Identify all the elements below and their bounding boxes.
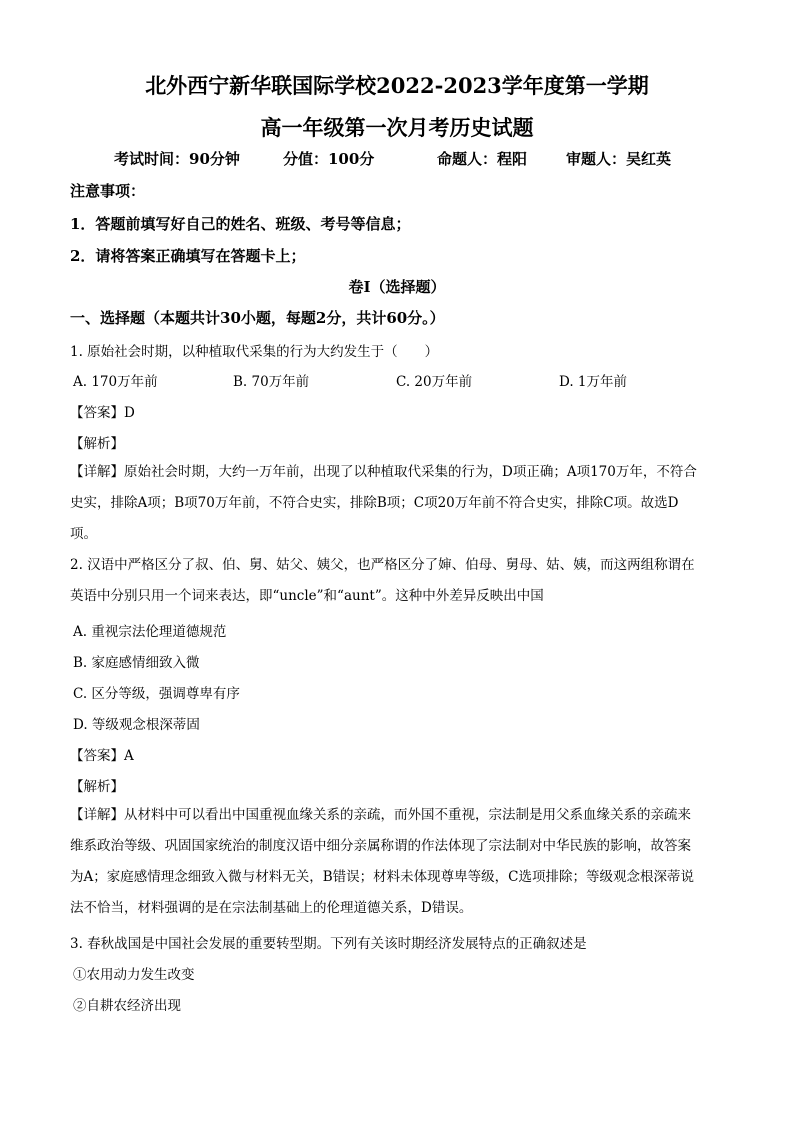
q1-option-d: D. 1万年前 <box>559 374 628 390</box>
q2-option-c: C. 区分等级，强调尊卑有序 <box>73 686 240 702</box>
q1-detail-line: 【详解】原始社会时期，大约一万年前，出现了以种植取代采集的行为，D项正确；A项170万年，不符合 <box>70 464 697 480</box>
q3-stem: 3. 春秋战国是中国社会发展的重要转型期。下列有关该时期经济发展特点的正确叙述是 <box>70 936 587 952</box>
exam-setter: 命题人：程阳 <box>437 150 528 168</box>
q2-detail <box>70 800 722 924</box>
q1-option-c: C. 20万年前 <box>396 374 473 390</box>
q3-item-2: ②自耕农经济出现 <box>73 998 181 1014</box>
q1-option-a: A. 170万年前 <box>73 374 158 390</box>
q2-option-a: A. 重视宗法伦理道德规范 <box>73 624 227 640</box>
notes-heading: 注意事项： <box>70 182 146 200</box>
q2-stem <box>70 550 722 612</box>
q1-analysis-label: 【解析】 <box>70 436 124 452</box>
exam-title-line2: 高一年级第一次月考历史试题 <box>260 115 534 140</box>
q2-option-b: B. 家庭感情细致入微 <box>73 655 200 671</box>
q2-option-d: D. 等级观念根深蒂固 <box>73 717 200 733</box>
q2-detail-line: 为A；家庭感情理念细致入微与材料无关，B错误；材料未体现尊卑等级，C选项排除；等级观念根深蒂说 <box>70 869 694 885</box>
q2-detail-line: 法不恰当，材料强调的是在宗法制基础上的伦理道德关系，D错误。 <box>70 900 473 916</box>
q3-item-1: ①农用动力发生改变 <box>73 967 195 983</box>
exam-score: 分值：100分 <box>283 150 375 168</box>
q1-detail <box>70 457 722 550</box>
q2-detail-line: 维系政治等级、巩固国家统治的制度汉语中细分亲属称谓的作法体现了宗法制对中华民族的影响，故答案 <box>70 838 691 854</box>
q2-answer: 【答案】A <box>70 748 134 764</box>
q1-detail-line: 史实，排除A项；B项70万年前，不符合史实，排除B项；C项20万年前不符合史实，排除C项。故选D <box>70 495 679 511</box>
q2-stem-line: 2. 汉语中严格区分了叔、伯、舅、姑父、姨父，也严格区分了婶、伯母、舅母、姑、姨，而这两组称谓在 <box>70 557 695 573</box>
q2-stem-line: 英语中分别只用一个词来表达，即“uncle”和“aunt”。这种中外差异反映出中国 <box>70 588 544 604</box>
q1-option-b: B. 70万年前 <box>233 374 310 390</box>
q1-answer: 【答案】D <box>70 405 135 421</box>
notes-item-1: 1．答题前填写好自己的姓名、班级、考号等信息； <box>70 215 411 233</box>
volume-heading: 卷I（选择题） <box>348 278 446 296</box>
q2-analysis-label: 【解析】 <box>70 779 124 795</box>
exam-title-line1: 北外西宁新华联国际学校2022-2023学年度第一学期 <box>145 73 649 98</box>
notes-item-2: 2．请将答案正确填写在答题卡上； <box>70 247 306 265</box>
q1-detail-line: 项。 <box>70 526 97 542</box>
q1-stem: 1. 原始社会时期，以种植取代采集的行为大约发生于（ ） <box>70 344 439 360</box>
q2-detail-line: 【详解】从材料中可以看出中国重视血缘关系的亲疏，而外国不重视，宗法制是用父系血缘关系的亲疏来 <box>70 807 691 823</box>
part1-heading: 一、选择题（本题共计30小题，每题2分，共计60分。） <box>70 309 445 327</box>
exam-reviewer: 审题人：吴红英 <box>566 150 672 168</box>
exam-time: 考试时间：90分钟 <box>114 150 240 168</box>
